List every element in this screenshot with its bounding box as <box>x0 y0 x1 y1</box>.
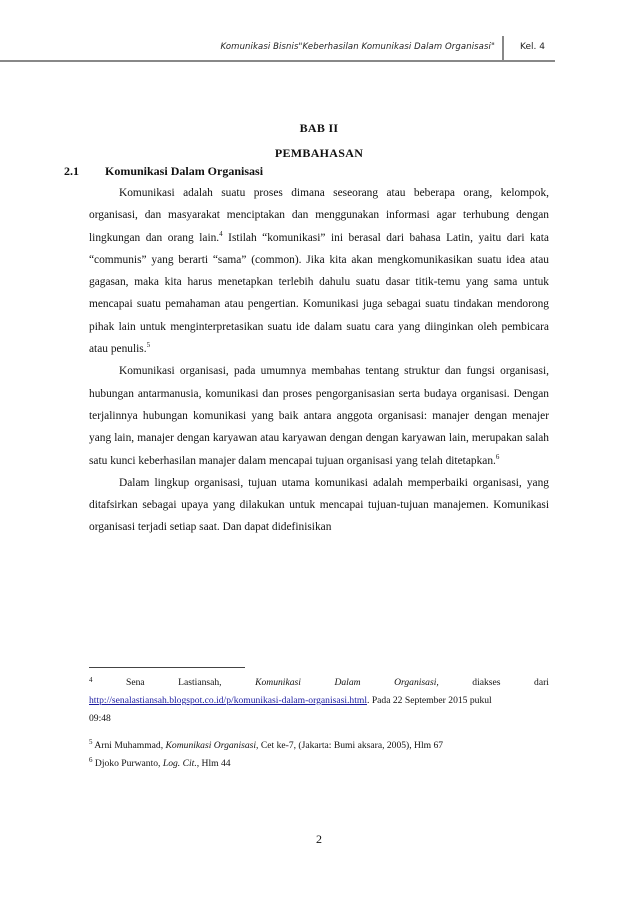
header-title: Komunikasi Bisnis"Keberhasilan Komunikasi Dalam Organisasi" <box>220 42 495 52</box>
footnote-6-mark: 6 <box>89 755 93 764</box>
footnote-4-date: . Pada 22 September 2015 pukul <box>367 695 492 706</box>
paragraph-1-text-b: Istilah “komunikasi” ini berasal dari bahasa Latin, yaitu dari kata “communis” yang berarti “sama” (common). Jika kita akan mengkomunikasikan suatu idea atau gagasan, maka kita harus menetapkan terlebih dahulu suatu dasar titik-temu yang sama untuk mencapai suatu pemahaman atau pengertian. Komunikasi juga sebagai suatu tindakan mendorong pihak lain untuk menginterpretasikan suatu ide dalam suatu cara yang diinginkan oleh pembicara atau penulis. <box>89 231 549 356</box>
header-divider <box>502 36 504 62</box>
footnote-4-time: 09:48 <box>89 713 111 724</box>
chapter-title: PEMBAHASAN <box>274 146 364 160</box>
footnote-5 <box>89 737 549 755</box>
footnote-ref-6: 6 <box>495 452 500 461</box>
footnote-4-from: dari <box>534 677 549 688</box>
footnote-5-mark: 5 <box>89 737 93 746</box>
footnote-4-title-2: Dalam <box>334 677 361 688</box>
footnote-4 <box>89 674 549 728</box>
page-number: 2 <box>316 832 322 846</box>
footnote-6-rest: Hlm 44 <box>199 758 231 769</box>
paragraph-2-text: Komunikasi organisasi, pada umumnya membahas tentang struktur dan fungsi organisasi, hubungan antarmanusia, komunikasi dan proses pengorganisasian serta budaya organisasi. Dengan terjalinnya hubungan komunikasi yang baik antara anggota organisasi: manajer dengan menajer yang lain, manajer dengan karyawan atau karyawan dengan dengan karyawan lain, merupakan salah satu kunci keberhasilan manajer dalam mencapai tujuan organisasi yang telah ditetapkan. <box>89 365 549 467</box>
footnote-4-accessed: diakses <box>472 677 501 688</box>
paragraph-1-text-a: Komunikasi adalah suatu proses dimana seseorang atau beberapa orang, kelompok, organisasi, dan masyarakat menciptakan dan menggunakan informasi agar terhubung dengan lingkungan dan orang lain. <box>89 187 549 244</box>
paragraph-1 <box>89 182 549 360</box>
footnote-5-author: Arni Muhammad, <box>94 740 166 751</box>
footnote-ref-5: 5 <box>146 341 151 350</box>
header-group-label: Kel. 4 <box>520 42 545 52</box>
chapter-label: BAB II <box>299 121 339 135</box>
footnote-5-rest: Cet ke-7, (Jakarta: Bumi aksara, 2005), Hlm 67 <box>258 740 444 751</box>
footnote-4-mark: 4 <box>89 676 93 684</box>
paragraph-3-text: Dalam lingkup organisasi, tujuan utama komunikasi adalah memperbaiki organisasi, yang ditafsirkan sebagai upaya yang dilakukan untuk mencapai tujuan-tujuan manajemen. Komunikasi organisasi terjadi setiap saat. Dan dapat didefinisikan <box>89 476 549 534</box>
footnote-6-author: Djoko Purwanto, <box>94 758 163 769</box>
paragraph-3 <box>89 472 549 539</box>
footnote-5-title: Komunikasi Organisasi, <box>165 740 259 751</box>
page-header <box>0 36 555 62</box>
footnote-4-title-1: Komunikasi <box>255 677 301 688</box>
footnote-4-author-2: Lastiansah, <box>178 677 222 688</box>
paragraph-2 <box>89 360 549 471</box>
footnote-4-title-3: Organisasi, <box>394 677 439 688</box>
footnote-ref-4: 4 <box>219 229 223 238</box>
section-title: Komunikasi Dalam Organisasi <box>105 164 264 178</box>
footnote-6-title: Log. Cit., <box>162 758 200 769</box>
footnote-4-link[interactable]: http://senalastiansah.blogspot.co.id/p/komunikasi-dalam-organisasi.html <box>89 695 368 706</box>
footnote-6 <box>89 755 549 773</box>
footnote-divider <box>89 667 245 668</box>
footnote-4-author: Sena <box>126 677 145 688</box>
section-number: 2.1 <box>64 164 79 178</box>
body-text <box>89 182 549 539</box>
